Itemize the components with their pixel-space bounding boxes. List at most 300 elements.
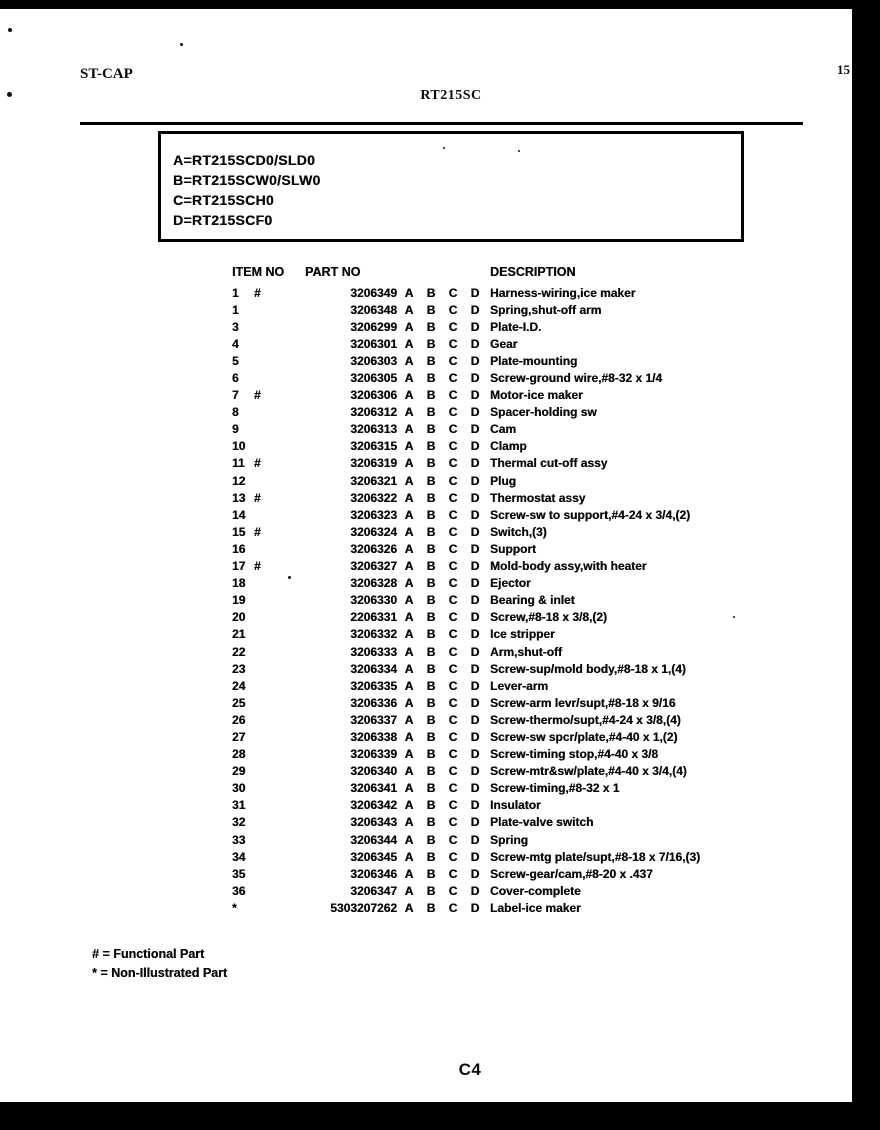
model-applicability-cell <box>398 337 486 351</box>
item-no: 19 <box>232 593 246 608</box>
table-row <box>232 694 797 711</box>
item-no: 35 <box>232 866 246 881</box>
model-flag-d: D <box>470 490 480 505</box>
model-variant-box <box>158 131 744 242</box>
table-row <box>232 301 797 318</box>
part-description: Screw-sw to support,#4-24 x 3/4,(2) <box>490 507 691 522</box>
part-description: Screw-mtg plate/supt,#8-18 x 7/16,(3) <box>490 849 701 864</box>
item-no-cell <box>232 303 270 317</box>
part-description: Plate-I.D. <box>490 319 542 334</box>
item-no: 36 <box>232 883 246 898</box>
part-no: 3206306 <box>350 388 397 403</box>
model-flag-b: B <box>426 285 436 300</box>
model-title: RT215SC <box>420 88 482 103</box>
part-no: 3206299 <box>350 319 397 334</box>
item-no-cell <box>232 320 270 334</box>
item-no-cell <box>232 559 270 573</box>
model-flag-d: D <box>470 781 480 796</box>
table-row <box>232 899 797 916</box>
model-flag-d: D <box>470 849 480 864</box>
col-header-description: DESCRIPTION <box>490 265 576 279</box>
model-flag-b: B <box>426 729 436 744</box>
part-description: Plate-mounting <box>490 353 578 368</box>
functional-part-marker: # <box>254 524 261 539</box>
part-description: Screw-thermo/supt,#4-24 x 3/8,(4) <box>490 712 681 727</box>
item-no-cell <box>232 884 270 898</box>
model-flag-c: C <box>448 593 458 608</box>
model-flag-c: C <box>448 661 458 676</box>
model-flag-a: A <box>404 661 414 676</box>
item-no-cell <box>232 388 270 402</box>
item-no: 30 <box>232 781 246 796</box>
model-flag-a: A <box>404 729 414 744</box>
model-flag-a: A <box>404 490 414 505</box>
model-flag-c: C <box>448 524 458 539</box>
model-flag-c: C <box>448 866 458 881</box>
item-no-cell <box>232 474 270 488</box>
part-no: 3206339 <box>350 747 397 762</box>
item-no: 20 <box>232 610 246 625</box>
part-description: Plate-valve switch <box>490 815 594 830</box>
model-flag-d: D <box>470 678 480 693</box>
part-no: 3206334 <box>350 661 397 676</box>
page-number: 15 <box>837 62 850 77</box>
item-no-cell <box>232 696 270 710</box>
model-flag-b: B <box>426 524 436 539</box>
table-row <box>232 284 797 301</box>
model-flag-a: A <box>404 541 414 556</box>
model-flag-c: C <box>448 456 458 471</box>
model-flag-b: B <box>426 439 436 454</box>
part-no: 3206328 <box>350 576 397 591</box>
model-flag-a: A <box>404 507 414 522</box>
scan-border-right <box>852 0 880 1130</box>
model-flag-d: D <box>470 798 480 813</box>
model-flag-a: A <box>404 371 414 386</box>
col-header-part-no: PART NO <box>305 265 361 279</box>
item-no: 28 <box>232 747 246 762</box>
model-flag-c: C <box>448 507 458 522</box>
model-applicability-cell <box>398 576 486 590</box>
item-no: 7 <box>232 388 239 403</box>
part-description: Spacer-holding sw <box>490 405 597 420</box>
item-no-cell <box>232 798 270 812</box>
model-flag-d: D <box>470 610 480 625</box>
model-flag-a: A <box>404 422 414 437</box>
model-flag-a: A <box>404 593 414 608</box>
part-description: Spring <box>490 832 528 847</box>
model-flag-c: C <box>448 559 458 574</box>
part-no: 3206335 <box>350 678 397 693</box>
part-no: 5303207262 <box>330 900 397 915</box>
model-applicability-cell <box>398 525 486 539</box>
model-flag-b: B <box>426 405 436 420</box>
part-no: 3206330 <box>350 593 397 608</box>
model-flag-c: C <box>448 849 458 864</box>
model-flag-a: A <box>404 576 414 591</box>
part-description: Gear <box>490 336 518 351</box>
item-no: 14 <box>232 507 246 522</box>
table-row <box>232 438 797 455</box>
item-no: 32 <box>232 815 246 830</box>
model-flag-d: D <box>470 371 480 386</box>
part-no: 3206342 <box>350 798 397 813</box>
model-flag-a: A <box>404 473 414 488</box>
model-flag-d: D <box>470 439 480 454</box>
model-flag-b: B <box>426 678 436 693</box>
model-applicability-cell <box>398 405 486 419</box>
item-no-cell <box>232 542 270 556</box>
item-no-cell <box>232 901 270 915</box>
model-flag-b: B <box>426 576 436 591</box>
item-no-cell <box>232 525 270 539</box>
legend-non-illustrated-part: * = Non-Illustrated Part <box>92 965 228 980</box>
part-description: Ejector <box>490 576 531 591</box>
model-flag-c: C <box>448 576 458 591</box>
table-row <box>232 609 797 626</box>
item-no-cell <box>232 730 270 744</box>
item-no-cell <box>232 491 270 505</box>
model-flag-c: C <box>448 285 458 300</box>
model-flag-c: C <box>448 422 458 437</box>
model-flag-a: A <box>404 764 414 779</box>
table-row <box>232 780 797 797</box>
part-no: 3206313 <box>350 422 397 437</box>
model-applicability-cell <box>398 696 486 710</box>
model-flag-b: B <box>426 610 436 625</box>
model-flag-a: A <box>404 712 414 727</box>
part-no: 3206343 <box>350 815 397 830</box>
model-flag-b: B <box>426 319 436 334</box>
part-description: Screw-timing stop,#4-40 x 3/8 <box>490 747 659 762</box>
model-applicability-cell <box>398 645 486 659</box>
model-flag-c: C <box>448 490 458 505</box>
scan-speck <box>180 43 183 46</box>
item-no-cell <box>232 371 270 385</box>
table-row <box>232 711 797 728</box>
item-no: 4 <box>232 336 239 351</box>
model-flag-b: B <box>426 627 436 642</box>
model-applicability-cell <box>398 901 486 915</box>
item-no: 11 <box>232 456 245 471</box>
part-description: Screw-ground wire,#8-32 x 1/4 <box>490 371 663 386</box>
part-description: Arm,shut-off <box>490 644 562 659</box>
item-no: 3 <box>232 319 239 334</box>
model-flag-a: A <box>404 627 414 642</box>
model-flag-b: B <box>426 866 436 881</box>
model-applicability-cell <box>398 850 486 864</box>
model-applicability-cell <box>398 474 486 488</box>
model-flag-d: D <box>470 456 480 471</box>
model-flag-d: D <box>470 302 480 317</box>
model-applicability-cell <box>398 662 486 676</box>
model-variant-b: B=RT215SCW0/SLW0 <box>173 172 321 188</box>
part-description: Motor-ice maker <box>490 388 583 403</box>
table-row <box>232 626 797 643</box>
parts-rows <box>232 284 797 916</box>
item-no-cell <box>232 645 270 659</box>
model-flag-b: B <box>426 764 436 779</box>
item-no: 13 <box>232 490 246 505</box>
table-row <box>232 387 797 404</box>
table-row <box>232 506 797 523</box>
part-no: 3206340 <box>350 764 397 779</box>
model-flag-c: C <box>448 798 458 813</box>
part-no: 3206321 <box>350 473 397 488</box>
model-applicability-cell <box>398 867 486 881</box>
model-flag-c: C <box>448 388 458 403</box>
model-flag-b: B <box>426 900 436 915</box>
model-flag-d: D <box>470 353 480 368</box>
model-flag-b: B <box>426 559 436 574</box>
model-flag-a: A <box>404 610 414 625</box>
scan-speck <box>7 92 12 97</box>
model-flag-d: D <box>470 405 480 420</box>
table-row <box>232 865 797 882</box>
parts-table <box>232 265 797 916</box>
model-flag-d: D <box>470 507 480 522</box>
item-no-cell <box>232 508 270 522</box>
model-flag-c: C <box>448 439 458 454</box>
model-flag-a: A <box>404 336 414 351</box>
part-no: 2206331 <box>350 610 397 625</box>
table-row <box>232 335 797 352</box>
model-applicability-cell <box>398 422 486 436</box>
item-no: * <box>232 900 237 915</box>
item-no-cell <box>232 833 270 847</box>
model-flag-d: D <box>470 815 480 830</box>
part-description: Thermostat assy <box>490 490 586 505</box>
table-row <box>232 746 797 763</box>
model-flag-d: D <box>470 473 480 488</box>
item-no-cell <box>232 764 270 778</box>
table-row <box>232 848 797 865</box>
model-variant-d: D=RT215SCF0 <box>173 212 273 228</box>
part-description: Switch,(3) <box>490 524 547 539</box>
model-flag-d: D <box>470 695 480 710</box>
model-flag-b: B <box>426 353 436 368</box>
model-flag-a: A <box>404 781 414 796</box>
model-flag-d: D <box>470 900 480 915</box>
model-applicability-cell <box>398 456 486 470</box>
item-no: 1 <box>232 285 239 300</box>
model-applicability-cell <box>398 286 486 300</box>
model-flag-b: B <box>426 712 436 727</box>
model-flag-b: B <box>426 695 436 710</box>
model-flag-d: D <box>470 319 480 334</box>
item-no-cell <box>232 456 270 470</box>
model-flag-a: A <box>404 319 414 334</box>
part-no: 3206305 <box>350 371 397 386</box>
table-row <box>232 831 797 848</box>
item-no-cell <box>232 815 270 829</box>
part-description: Harness-wiring,ice maker <box>490 285 636 300</box>
model-flag-a: A <box>404 302 414 317</box>
item-no-cell <box>232 576 270 590</box>
model-flag-a: A <box>404 747 414 762</box>
part-no: 3206301 <box>350 336 397 351</box>
item-no-cell <box>232 286 270 300</box>
model-flag-b: B <box>426 490 436 505</box>
model-flag-c: C <box>448 781 458 796</box>
item-no: 9 <box>232 422 239 437</box>
model-variant-a: A=RT215SCD0/SLD0 <box>173 152 316 168</box>
model-flag-a: A <box>404 883 414 898</box>
table-row <box>232 763 797 780</box>
part-no: 3206349 <box>350 285 397 300</box>
model-flag-b: B <box>426 302 436 317</box>
model-flag-b: B <box>426 388 436 403</box>
part-no: 3206338 <box>350 729 397 744</box>
model-applicability-cell <box>398 884 486 898</box>
item-no: 12 <box>232 473 246 488</box>
table-row <box>232 404 797 421</box>
model-flag-c: C <box>448 764 458 779</box>
part-description: Plug <box>490 473 516 488</box>
model-flag-a: A <box>404 388 414 403</box>
model-flag-b: B <box>426 815 436 830</box>
model-flag-a: A <box>404 849 414 864</box>
item-no: 1 <box>232 302 239 317</box>
item-no: 33 <box>232 832 246 847</box>
header-divider <box>80 122 803 125</box>
model-flag-a: A <box>404 456 414 471</box>
item-no: 16 <box>232 541 246 556</box>
item-no-cell <box>232 662 270 676</box>
part-no: 3206324 <box>350 524 397 539</box>
part-no: 3206347 <box>350 883 397 898</box>
legend-functional-part: # = Functional Part <box>92 947 205 961</box>
item-no-cell <box>232 747 270 761</box>
model-applicability-cell <box>398 371 486 385</box>
model-flag-d: D <box>470 712 480 727</box>
part-description: Label-ice maker <box>490 900 581 915</box>
model-applicability-cell <box>398 610 486 624</box>
part-no: 3206345 <box>350 849 397 864</box>
item-no-cell <box>232 781 270 795</box>
part-description: Screw-sw spcr/plate,#4-40 x 1,(2) <box>490 729 678 744</box>
item-no-cell <box>232 593 270 607</box>
part-description: Thermal cut-off assy <box>490 456 608 471</box>
model-flag-b: B <box>426 593 436 608</box>
model-applicability-cell <box>398 303 486 317</box>
model-flag-d: D <box>470 764 480 779</box>
model-applicability-cell <box>398 815 486 829</box>
model-flag-b: B <box>426 336 436 351</box>
model-flag-c: C <box>448 541 458 556</box>
model-flag-c: C <box>448 302 458 317</box>
item-no: 26 <box>232 712 246 727</box>
item-no-cell <box>232 422 270 436</box>
part-no: 3206319 <box>350 456 397 471</box>
part-description: Insulator <box>490 798 541 813</box>
item-no-cell <box>232 405 270 419</box>
part-description: Bearing & inlet <box>490 593 575 608</box>
model-flag-a: A <box>404 439 414 454</box>
model-flag-c: C <box>448 900 458 915</box>
model-flag-d: D <box>470 285 480 300</box>
model-flag-b: B <box>426 371 436 386</box>
model-flag-a: A <box>404 405 414 420</box>
model-flag-a: A <box>404 798 414 813</box>
model-flag-d: D <box>470 729 480 744</box>
model-applicability-cell <box>398 730 486 744</box>
model-flag-b: B <box>426 644 436 659</box>
scan-border-bottom <box>0 1102 880 1130</box>
functional-part-marker: # <box>254 388 261 403</box>
item-no: 34 <box>232 849 246 864</box>
part-no: 3206332 <box>350 627 397 642</box>
model-flag-d: D <box>470 541 480 556</box>
model-flag-c: C <box>448 627 458 642</box>
model-applicability-cell <box>398 320 486 334</box>
part-no: 3206312 <box>350 405 397 420</box>
part-no: 3206346 <box>350 866 397 881</box>
part-no: 3206315 <box>350 439 397 454</box>
model-flag-b: B <box>426 849 436 864</box>
table-row <box>232 814 797 831</box>
part-no: 3206348 <box>350 302 397 317</box>
item-no: 27 <box>232 729 246 744</box>
model-flag-c: C <box>448 712 458 727</box>
model-flag-b: B <box>426 781 436 796</box>
item-no-cell <box>232 713 270 727</box>
part-description: Mold-body assy,with heater <box>490 559 647 574</box>
model-flag-d: D <box>470 576 480 591</box>
item-no: 21 <box>232 627 246 642</box>
model-flag-c: C <box>448 747 458 762</box>
model-flag-b: B <box>426 798 436 813</box>
model-flag-d: D <box>470 524 480 539</box>
part-description: Screw-sup/mold body,#8-18 x 1,(4) <box>490 661 686 676</box>
part-description: Ice stripper <box>490 627 555 642</box>
table-row <box>232 592 797 609</box>
table-row <box>232 575 797 592</box>
parts-table-header <box>232 265 797 284</box>
item-no-cell <box>232 337 270 351</box>
table-row <box>232 352 797 369</box>
item-no: 18 <box>232 576 246 591</box>
model-applicability-cell <box>398 508 486 522</box>
model-flag-b: B <box>426 507 436 522</box>
table-row <box>232 318 797 335</box>
model-applicability-cell <box>398 354 486 368</box>
item-no: 15 <box>232 524 246 539</box>
model-applicability-cell <box>398 491 486 505</box>
model-flag-a: A <box>404 866 414 881</box>
part-no: 3206341 <box>350 781 397 796</box>
model-flag-c: C <box>448 336 458 351</box>
legend <box>92 945 227 982</box>
model-flag-c: C <box>448 473 458 488</box>
model-flag-d: D <box>470 559 480 574</box>
part-description: Screw,#8-18 x 3/8,(2) <box>490 610 607 625</box>
model-applicability-cell <box>398 798 486 812</box>
model-flag-b: B <box>426 456 436 471</box>
model-applicability-cell <box>398 747 486 761</box>
part-no: 3206344 <box>350 832 397 847</box>
item-no: 10 <box>232 439 246 454</box>
part-description: Cam <box>490 422 517 437</box>
table-row <box>232 558 797 575</box>
part-description: Spring,shut-off arm <box>490 302 602 317</box>
model-flag-d: D <box>470 661 480 676</box>
model-flag-a: A <box>404 900 414 915</box>
model-applicability-cell <box>398 593 486 607</box>
model-flag-c: C <box>448 815 458 830</box>
model-applicability-cell <box>398 542 486 556</box>
model-flag-d: D <box>470 747 480 762</box>
